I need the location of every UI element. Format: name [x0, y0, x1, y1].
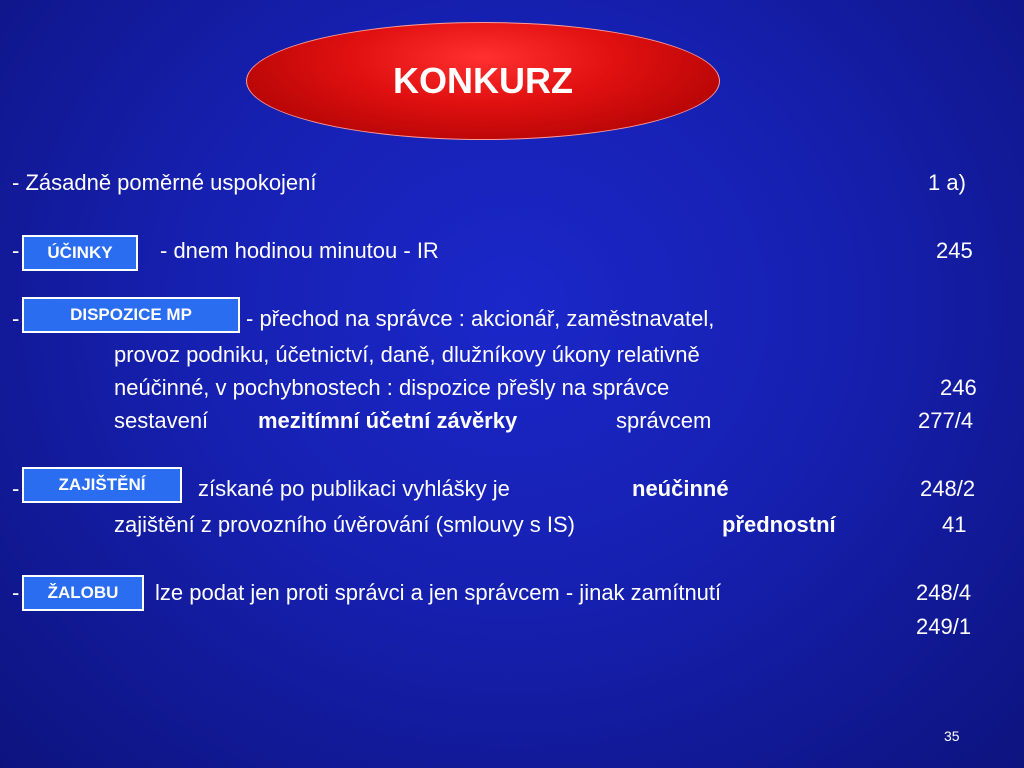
slide-title: KONKURZ — [393, 60, 573, 101]
line-8-a: zajištění z provozního úvěrování (smlouvy s IS) — [114, 512, 575, 537]
line-4: provoz podniku, účetnictví, daně, dlužníkovy úkony relativně — [114, 342, 700, 367]
ucinky-box: ÚČINKY — [22, 235, 138, 271]
title-oval — [246, 22, 720, 140]
line-7-a: získané po publikaci vyhlášky je — [198, 476, 510, 501]
line-6-a: sestavení — [114, 408, 209, 433]
line-7-ref: 248/2 — [920, 476, 976, 501]
zajisteni-box: ZAJIŠTĚNÍ — [22, 467, 182, 503]
dash-9: - — [12, 580, 20, 605]
dash-7: - — [12, 476, 20, 501]
line-7-bold: neúčinné — [632, 476, 729, 501]
line-6-bold: mezitímní účetní závěrky — [258, 408, 518, 433]
line-6-ref: 277/4 — [918, 408, 974, 433]
line-10-ref: 249/1 — [916, 614, 972, 639]
dash-3: - — [12, 306, 20, 331]
line-8-ref: 41 — [942, 512, 967, 537]
line-9: lze podat jen proti správci a jen správcem - jinak zamítnutí — [155, 580, 722, 605]
line-1-ref: 1 a) — [928, 170, 966, 195]
line-9-ref: 248/4 — [916, 580, 972, 605]
dash-2: - — [12, 238, 20, 263]
zaloba-box: ŽALOBU — [22, 575, 144, 611]
line-1: - Zásadně poměrné uspokojení — [12, 170, 317, 195]
line-5-ref: 246 — [940, 375, 977, 400]
dispozice-box: DISPOZICE MP — [22, 297, 240, 333]
line-6-c: správcem — [616, 408, 712, 433]
line-5: neúčinné, v pochybnostech : dispozice přešly na správce — [114, 375, 670, 400]
line-2: - dnem hodinou minutou - IR — [160, 238, 439, 263]
page-number: 35 — [944, 728, 960, 744]
line-2-ref: 245 — [936, 238, 973, 263]
line-3: - přechod na správce : akcionář, zaměstnavatel, — [246, 306, 715, 331]
line-8-bold: přednostní — [722, 512, 836, 537]
